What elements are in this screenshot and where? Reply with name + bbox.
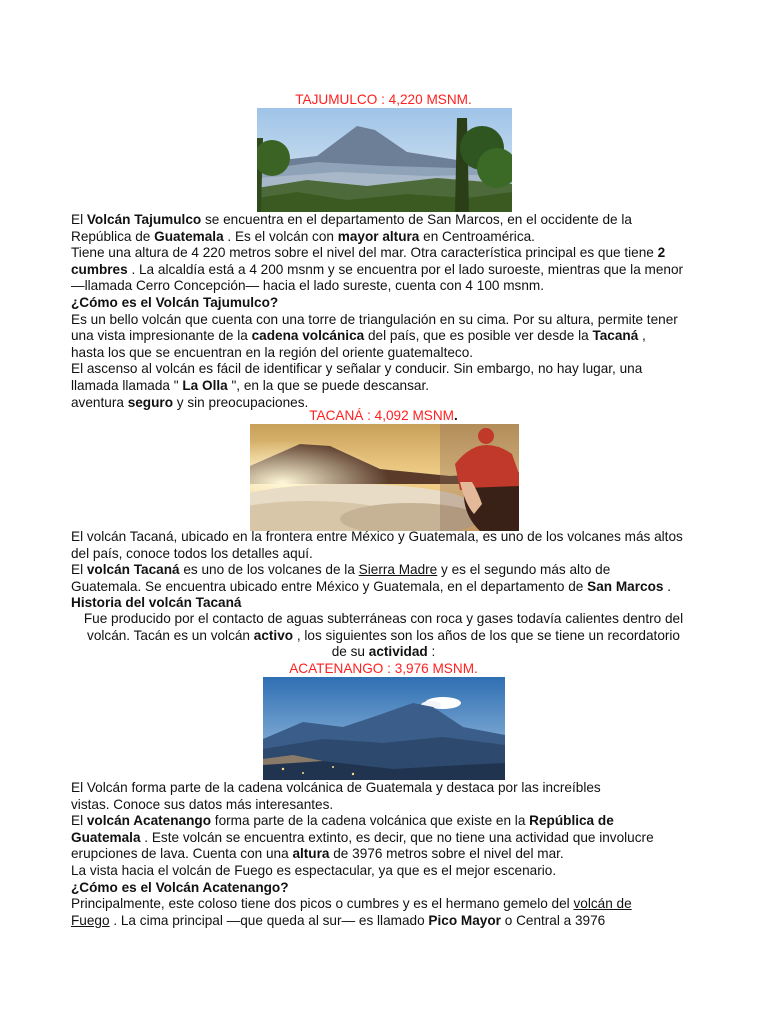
text-run: Principalmente, este coloso tiene dos picos o cumbres y es el hermano gemelo del bbox=[71, 896, 574, 912]
text-run: se encuentra en el departamento de San Marcos, en el occidente de la bbox=[201, 212, 632, 227]
bold-text: ¿Cómo es el Volcán Tajumulco? bbox=[71, 295, 279, 310]
bold-text: ¿Cómo es el Volcán Acatenango? bbox=[71, 879, 289, 895]
text-run: , bbox=[638, 328, 646, 344]
text-run: y es el segundo más alto de bbox=[437, 562, 611, 578]
bold-text: cadena volcánica bbox=[251, 328, 365, 344]
bold-text: Pico Mayor bbox=[428, 912, 501, 928]
bold-text: cumbres bbox=[71, 261, 128, 277]
text-run: hasta los que se encuentran en la región del oriente guatemalteco. bbox=[71, 344, 474, 360]
text-run: del país, conoce todos los detalles aquí. bbox=[71, 545, 313, 561]
text-run: Es un bello volcán que cuenta con una torre de triangulación en su cima. Por su altura, permite tener bbox=[71, 311, 678, 327]
paragraph-line bbox=[71, 295, 711, 311]
text-run: ", en la que se puede descansar. bbox=[227, 378, 430, 393]
bold-text: Volcán Tajumulco bbox=[86, 212, 202, 227]
text-run: del país, que es posible ver desde la bbox=[364, 328, 593, 344]
paragraph-line bbox=[71, 262, 711, 278]
centered-line bbox=[71, 644, 696, 660]
text-run: República de bbox=[71, 228, 155, 244]
text-run: . bbox=[663, 578, 671, 594]
paragraph-line bbox=[71, 312, 711, 328]
bold-text: República de bbox=[529, 813, 614, 829]
bold-text: seguro bbox=[127, 394, 174, 410]
heading-tajumulco: TAJUMULCO : 4,220 MSNM. bbox=[295, 92, 472, 107]
bold-text: Historia del volcán Tacaná bbox=[71, 595, 242, 611]
text-run: de 3976 metros sobre el nivel del mar. bbox=[329, 846, 564, 862]
text-run: La vista hacia el volcán de Fuego es espectacular, ya que es el mejor escenario. bbox=[71, 863, 557, 878]
text-run: —llamada Cerro Concepción— hacia el lado sureste, cuenta con 4 100 msnm. bbox=[71, 278, 545, 294]
paragraph-line bbox=[71, 813, 711, 829]
paragraph-line bbox=[71, 846, 711, 862]
text-run: de su bbox=[331, 644, 369, 660]
heading-acatenango: ACATENANGO : 3,976 MSNM. bbox=[289, 661, 478, 676]
text-run: erupciones de lava. Cuenta con una bbox=[71, 846, 293, 862]
paragraph-line bbox=[71, 361, 711, 377]
text-run: . Es el volcán con bbox=[223, 228, 338, 244]
paragraph-line bbox=[71, 278, 711, 294]
text-run: Fue producido por el contacto de aguas subterráneas con roca y gases todavía calientes dentro del bbox=[83, 611, 684, 626]
paragraph-line bbox=[71, 328, 711, 344]
bold-text: mayor altura bbox=[337, 228, 420, 244]
text-run: Guatemala. Se encuentra ubicado entre México y Guatemala, en el departamento de bbox=[71, 578, 588, 594]
paragraph-line bbox=[71, 780, 711, 796]
paragraph-line bbox=[71, 913, 711, 929]
text-run: una vista impresionante de la bbox=[71, 328, 252, 344]
text-run: El bbox=[71, 562, 87, 578]
bold-text: 2 bbox=[657, 245, 666, 261]
text-run: vistas. Conoce sus datos más interesantes. bbox=[71, 796, 334, 812]
bold-text: actividad bbox=[368, 644, 428, 660]
bold-text: Guatemala bbox=[71, 829, 141, 845]
underlined-link[interactable]: volcán de bbox=[573, 896, 632, 912]
centered-line bbox=[71, 628, 696, 644]
bold-text: San Marcos bbox=[587, 578, 664, 594]
photo-tajumulco bbox=[257, 108, 512, 212]
text-run: El Volcán forma parte de la cadena volcánica de Guatemala y destaca por las increíbles bbox=[71, 780, 601, 795]
heading-tacana-period: . bbox=[454, 408, 458, 423]
text-run: El bbox=[71, 212, 87, 227]
heading-tacana-text: TACANÁ : 4,092 MSNM bbox=[309, 408, 454, 423]
text-run: . Este volcán se encuentra extinto, es decir, que no tiene una actividad que involucre bbox=[140, 829, 654, 845]
text-run: y sin preocupaciones. bbox=[173, 394, 309, 410]
paragraph-line bbox=[71, 229, 711, 245]
photo-tacana bbox=[250, 424, 519, 531]
paragraph-line bbox=[71, 245, 711, 261]
text-run: El ascenso al volcán es fácil de identificar y señalar y conducir. Sin embargo, no hay lugar, una bbox=[71, 361, 643, 377]
paragraph-line bbox=[71, 830, 711, 846]
text-run: volcán. Tacán es un volcán bbox=[87, 627, 254, 643]
text-run: . La cima principal —que queda al sur— es llamado bbox=[109, 912, 429, 928]
photo-acatenango bbox=[263, 677, 505, 780]
text-run: . La alcaldía está a 4 200 msnm y se encuentra por el lado suroeste, mientras que la menor bbox=[127, 261, 684, 277]
bold-text: volcán Acatenango bbox=[86, 813, 212, 829]
underlined-link[interactable]: Fuego bbox=[71, 912, 110, 928]
text-run: Tiene una altura de 4 220 metros sobre el nivel del mar. Otra característica principal es que tiene bbox=[71, 245, 658, 261]
centered-line bbox=[71, 611, 696, 627]
text-run: El bbox=[71, 813, 87, 829]
text-run: forma parte de la cadena volcánica que existe en la bbox=[211, 813, 530, 829]
paragraph-line bbox=[71, 378, 711, 394]
bold-text: altura bbox=[292, 846, 330, 862]
text-run: : bbox=[427, 644, 436, 660]
text-run: o Central a 3976 bbox=[500, 912, 606, 928]
text-run: aventura bbox=[71, 394, 128, 410]
paragraph-line bbox=[71, 562, 711, 578]
bold-text: Guatemala bbox=[154, 228, 224, 244]
paragraph-line bbox=[71, 529, 711, 545]
paragraph-line bbox=[71, 212, 711, 228]
paragraph-line bbox=[71, 880, 711, 896]
bold-text: La Olla bbox=[182, 378, 228, 393]
text-run: El volcán Tacaná, ubicado en la frontera entre México y Guatemala, es uno de los volcanes más altos bbox=[71, 529, 683, 544]
paragraph-line bbox=[71, 863, 711, 879]
paragraph-line bbox=[71, 546, 711, 562]
paragraph-line bbox=[71, 595, 711, 611]
paragraph-line bbox=[71, 896, 711, 912]
paragraph-line bbox=[71, 797, 711, 813]
bold-text: volcán Tacaná bbox=[86, 562, 180, 578]
paragraph-line bbox=[71, 579, 711, 595]
heading-tacana bbox=[71, 408, 696, 424]
paragraph-line bbox=[71, 345, 711, 361]
text-run: en Centroamérica. bbox=[419, 228, 535, 244]
bold-text: activo bbox=[253, 627, 294, 643]
underlined-link[interactable]: Sierra Madre bbox=[358, 562, 438, 578]
text-run: es uno de los volcanes de la bbox=[179, 562, 359, 578]
bold-text: Tacaná bbox=[592, 328, 639, 344]
text-run: llamada llamada " bbox=[71, 378, 183, 393]
text-run: , los siguientes son los años de los que se tiene un recordatorio bbox=[293, 627, 680, 643]
